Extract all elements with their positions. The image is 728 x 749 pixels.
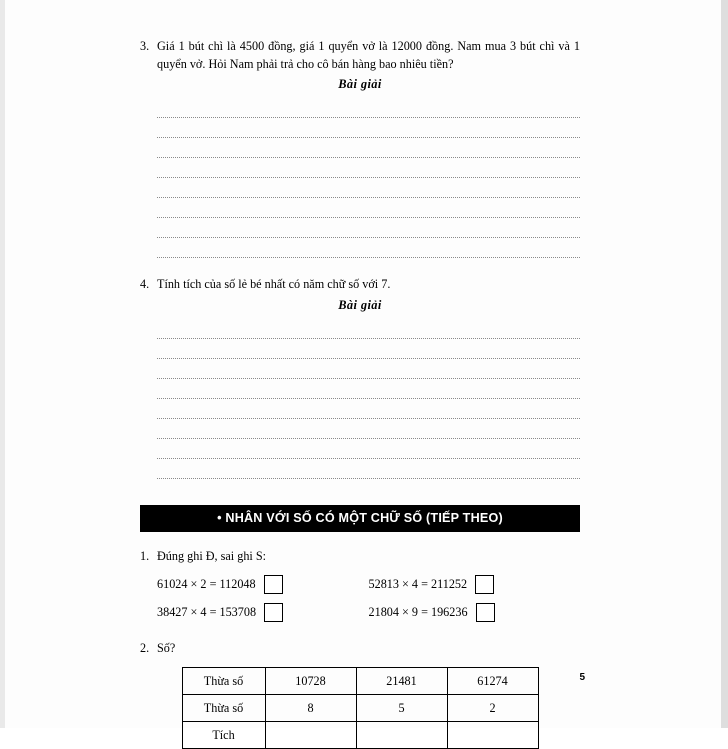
- table-cell: 5: [356, 695, 447, 722]
- answer-line[interactable]: [157, 238, 580, 258]
- question-1-item: [157, 575, 369, 594]
- exercise-4-solution-label: Bài giải: [338, 298, 382, 313]
- answer-line[interactable]: [157, 218, 580, 238]
- answer-line[interactable]: [157, 399, 580, 419]
- answer-line[interactable]: [157, 98, 580, 118]
- exercise-3: [140, 38, 580, 258]
- answer-checkbox[interactable]: [264, 603, 283, 622]
- table-cell: 8: [265, 695, 356, 722]
- question-1-item: [157, 603, 369, 622]
- question-1-row: [157, 603, 580, 622]
- exercise-4-number: 4.: [140, 277, 150, 292]
- factors-table: [182, 667, 539, 749]
- exercise-3-text: Giá 1 bút chì là 4500 đồng, giá 1 quyển vở là 12000 đồng. Nam mua 3 bút chì và 1 quyển vở. Hỏi Nam phải trả cho cô bán hàng bao nhiêu tiền?: [157, 39, 580, 71]
- question-1-item: [369, 575, 581, 594]
- table-cell: 61274: [447, 668, 538, 695]
- exercise-3-number: 3.: [140, 39, 150, 53]
- table-answer-cell[interactable]: [356, 722, 447, 749]
- page-content: [140, 38, 580, 749]
- answer-line[interactable]: [157, 178, 580, 198]
- question-1-expression: 21804 × 9 = 196236: [368, 604, 468, 619]
- question-1-head: [140, 548, 580, 566]
- answer-line[interactable]: [157, 198, 580, 218]
- answer-line[interactable]: [157, 339, 580, 359]
- answer-line[interactable]: [157, 319, 580, 339]
- table-row: [182, 668, 538, 695]
- row-label: Thừa số: [182, 668, 265, 695]
- answer-line[interactable]: [157, 158, 580, 178]
- exercise-3-head: [140, 38, 580, 73]
- question-2-number: 2.: [140, 640, 150, 655]
- answer-line[interactable]: [157, 138, 580, 158]
- table-row: [182, 722, 538, 749]
- question-2-head: [140, 640, 580, 658]
- section-banner: • NHÂN VỚI SỐ CÓ MỘT CHỮ SỐ (TIẾP THEO): [140, 505, 580, 532]
- table-row: [182, 695, 538, 722]
- question-1: [140, 548, 580, 622]
- exercise-3-solution-label: Bài giải: [338, 77, 382, 92]
- question-1-expression: 38427 × 4 = 153708: [157, 604, 257, 619]
- exercise-4-text: Tính tích của số lẻ bé nhất có năm chữ số với 7.: [157, 277, 391, 292]
- question-2: [140, 640, 580, 749]
- table-cell: 21481: [356, 668, 447, 695]
- answer-line[interactable]: [157, 359, 580, 379]
- answer-checkbox[interactable]: [476, 603, 495, 622]
- exercise-4-head: [140, 276, 580, 294]
- table-cell: 2: [447, 695, 538, 722]
- row-label: Thừa số: [182, 695, 265, 722]
- page-edge-right: [721, 0, 728, 728]
- answer-line[interactable]: [157, 459, 580, 479]
- table-cell: 10728: [265, 668, 356, 695]
- question-1-expression: 61024 × 2 = 112048: [157, 576, 256, 591]
- question-1-prompt: Đúng ghi Đ, sai ghi S:: [157, 549, 267, 564]
- exercise-4-answer-area[interactable]: [157, 319, 580, 479]
- question-1-row: [157, 575, 580, 594]
- page-edge-left: [0, 0, 5, 728]
- answer-line[interactable]: [157, 118, 580, 138]
- question-1-expression: 52813 × 4 = 211252: [368, 576, 468, 591]
- page-number: 5: [579, 672, 585, 683]
- exercise-4: [140, 276, 580, 479]
- question-1-number: 1.: [140, 549, 150, 564]
- answer-checkbox[interactable]: [475, 575, 494, 594]
- table-answer-cell[interactable]: [447, 722, 538, 749]
- answer-line[interactable]: [157, 419, 580, 439]
- table-answer-cell[interactable]: [265, 722, 356, 749]
- answer-line[interactable]: [157, 379, 580, 399]
- question-1-item: [369, 603, 581, 622]
- answer-line[interactable]: [157, 439, 580, 459]
- exercise-3-answer-area[interactable]: [157, 98, 580, 258]
- row-label: Tích: [182, 722, 265, 749]
- answer-checkbox[interactable]: [264, 575, 283, 594]
- question-2-prompt: Số?: [157, 640, 176, 655]
